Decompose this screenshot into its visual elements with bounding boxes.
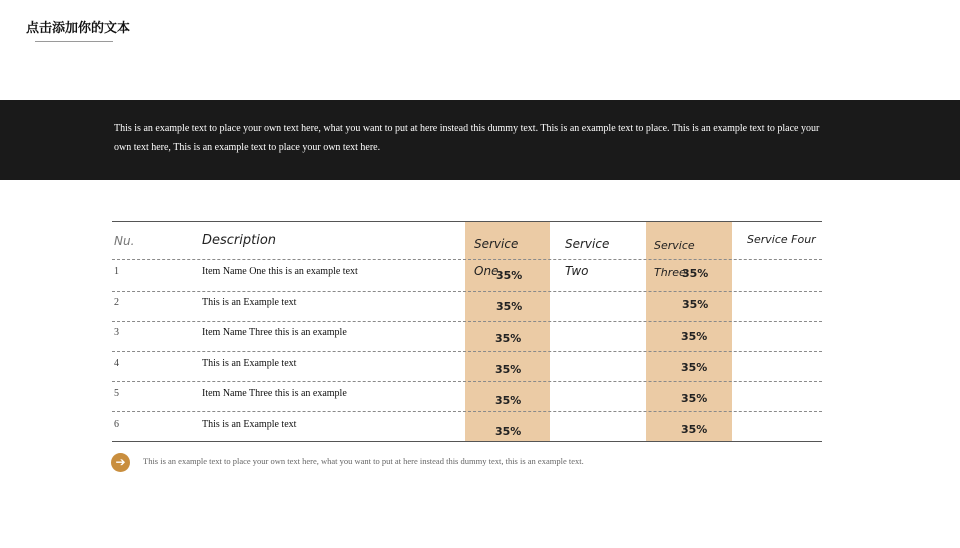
row-description: This is an Example text (202, 358, 297, 369)
table-bottom-rule (112, 441, 822, 442)
service-one-value: 35% (495, 425, 522, 438)
row-number: 5 (114, 388, 119, 399)
row-number: 2 (114, 297, 119, 308)
row-number: 3 (114, 327, 119, 338)
row-divider (112, 351, 822, 352)
header-service-four: Service Four (747, 233, 816, 246)
arrow-right-icon: ➔ (111, 453, 130, 472)
row-divider (112, 411, 822, 412)
service-three-value: 35% (681, 330, 708, 343)
row-description: This is an Example text (202, 419, 297, 430)
header-service-two: Service Two (565, 237, 610, 278)
service-three-value: 35% (681, 361, 708, 374)
service-one-value: 35% (496, 300, 523, 313)
service-three-value: 35% (681, 423, 708, 436)
service-one-value: 35% (495, 363, 522, 376)
service-three-value: 35% (682, 298, 709, 311)
header-description: Description (202, 233, 277, 248)
header-service-three: Service Three (654, 239, 695, 279)
banner-text: This is an example text to place your own text here, what you want to put at here instead this dummy text. This is an example text to place. This is an example text to place your own text here, This is an example text to place your own text here. (114, 123, 820, 153)
title-underline (35, 41, 113, 42)
row-divider (112, 321, 822, 322)
comparison-table (112, 221, 822, 442)
row-number: 1 (114, 266, 119, 277)
row-number: 4 (114, 358, 119, 369)
service-one-value: 35% (495, 394, 522, 407)
row-divider (112, 259, 822, 260)
page-title: 点击添加你的文本 (26, 21, 131, 36)
footer-note: This is an example text to place your own text here, what you want to put at here instead this dummy text, this is an example text. (143, 456, 584, 466)
row-description: Item Name One this is an example text (202, 266, 358, 277)
service-three-value: 35% (681, 392, 708, 405)
service-one-value: 35% (495, 332, 522, 345)
service-three-value: 35% (682, 267, 709, 280)
row-divider (112, 291, 822, 292)
table-top-rule (112, 221, 822, 222)
header-service-one: Service One (474, 237, 519, 278)
row-description: This is an Example text (202, 297, 297, 308)
row-description: Item Name Three this is an example (202, 388, 347, 399)
row-divider (112, 381, 822, 382)
row-description: Item Name Three this is an example (202, 327, 347, 338)
service-one-value: 35% (496, 269, 523, 282)
row-number: 6 (114, 419, 119, 430)
header-number: Nu. (114, 234, 135, 248)
